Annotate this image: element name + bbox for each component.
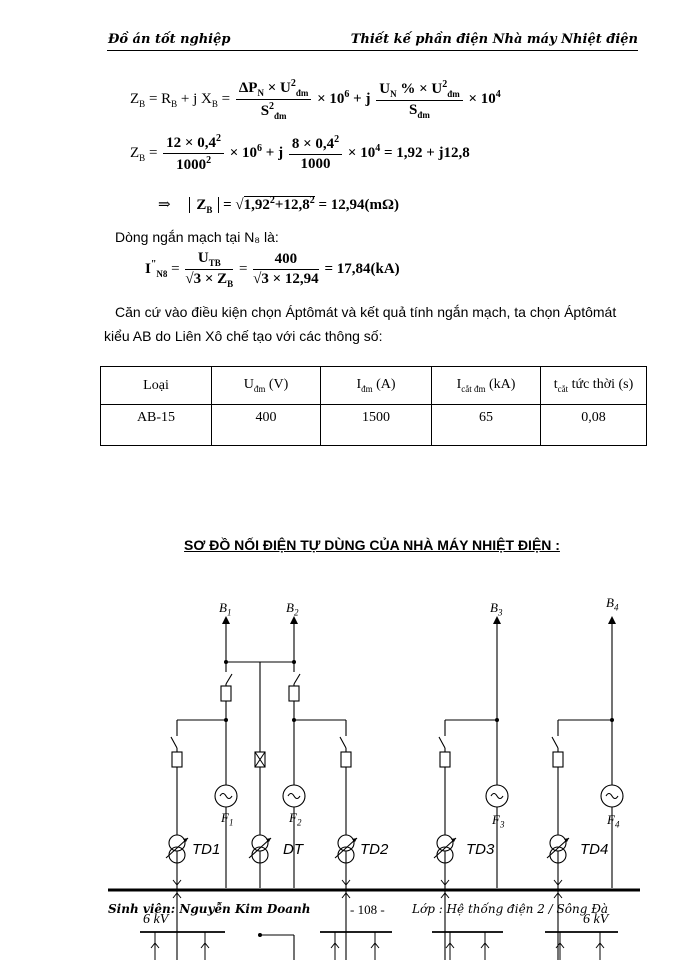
generator-icon	[601, 785, 623, 807]
table-cell: 400	[212, 405, 321, 446]
equation-zb-formula: $Z_B = R_B + j$ $X_B$ = $\frac{\Delta P_N \times U^2_{đm}}{S^2_{đm}}$ × $10^6 + j$ $\frac{U_N \% \times U^2_{đm}}{S_{đm}}$ × $10^4$	[130, 78, 501, 121]
generator-label-f4: $F_4$	[607, 812, 620, 830]
table-cell: 65	[432, 405, 541, 446]
transformer-label-td3: TD3	[466, 841, 495, 858]
paragraph-line-1: Căn cứ vào điều kiện chọn Áptômát và kết quả tính ngắn mạch, ta chọn Áptômát	[115, 304, 617, 320]
breaker-spec-table	[100, 366, 647, 446]
diagram-title: SƠ ĐỒ NỐI ĐIỆN TỰ DÙNG CỦA NHÀ MÁY NHIỆT ĐIỆN :	[184, 537, 560, 553]
bus-label-b1: $B_1$	[219, 600, 232, 618]
voltage-label-left: 6 kV	[143, 912, 169, 927]
junction-dots	[224, 660, 614, 722]
transformer-label-td2: TD2	[360, 841, 389, 858]
transformer-label-td1: TD1	[192, 841, 221, 858]
generator-icon	[486, 785, 508, 807]
footer-page-number: - 108 -	[350, 902, 385, 917]
table-header-cell: Loại	[101, 367, 212, 405]
table-header-cell: $I_{cắt đm}$ (kA)	[432, 367, 541, 405]
table-row	[101, 405, 647, 446]
paragraph-line-2: kiểu AB do Liên Xô chế tạo với các thông số:	[104, 328, 383, 344]
bus-arrows	[222, 616, 616, 624]
generator-icon	[283, 785, 305, 807]
table-cell: 0,08	[541, 405, 647, 446]
bus-label-b2: $B_2$	[286, 600, 299, 618]
table-header-cell: $I_{đm}$ (A)	[321, 367, 432, 405]
header-right: Thiết kế phần điện Nhà máy Nhiệt điện	[350, 32, 638, 47]
generator-icon	[215, 785, 237, 807]
voltage-label-right: 6 kV	[583, 912, 609, 927]
equation-zb-magnitude: ⇒ $Z_B = √1,92^2+12,8^2 = 12,94(m\Omega)$	[158, 195, 400, 215]
equation-short-circuit-current: $I^"_{N8}$ = $\frac{U_{TB}}{√3 \times Z_B}$ = $\frac{400}{√3 \times 12,94}$ = 17,84(kA)	[145, 250, 400, 289]
generator-label-f3: $F_3$	[492, 812, 505, 830]
table-cell: AB-15	[101, 405, 212, 446]
lower-dots	[258, 933, 262, 937]
equation-zb-values: $Z_B$ = $\frac{12 \times 0,4^2}{1000^2}$ × $10^6 + j$ $\frac{8 \times 0,4^2}{1000}$ × $10^4 = 1,92 + j12,8$	[130, 133, 470, 173]
bus-label-b4: $B_4$	[606, 595, 619, 613]
table-header-cell: $t_{cắt}$ tức thời (s)	[541, 367, 647, 405]
footer-class: Lớp : Hệ thống điện 2 / Sông Đà	[412, 902, 609, 916]
breakers	[172, 686, 563, 767]
short-circuit-intro: Dòng ngắn mạch tại N₈ là:	[115, 229, 279, 245]
header-divider	[107, 50, 638, 51]
generator-label-f1: $F_1$	[221, 810, 234, 828]
bus-label-b3: $B_3$	[490, 600, 503, 618]
transformer-label-td4: TD4	[580, 841, 609, 858]
generator-label-f2: $F_2$	[289, 810, 302, 828]
footer-student: Sinh viên: Nguyễn Kim Doanh	[108, 902, 311, 916]
table-cell: 1500	[321, 405, 432, 446]
transformer-label-dt: DT	[283, 841, 303, 858]
table-header-cell: $U_{đm}$ (V)	[212, 367, 321, 405]
table-header-row	[101, 367, 647, 405]
header-left: Đồ án tốt nghiệp	[108, 32, 231, 47]
